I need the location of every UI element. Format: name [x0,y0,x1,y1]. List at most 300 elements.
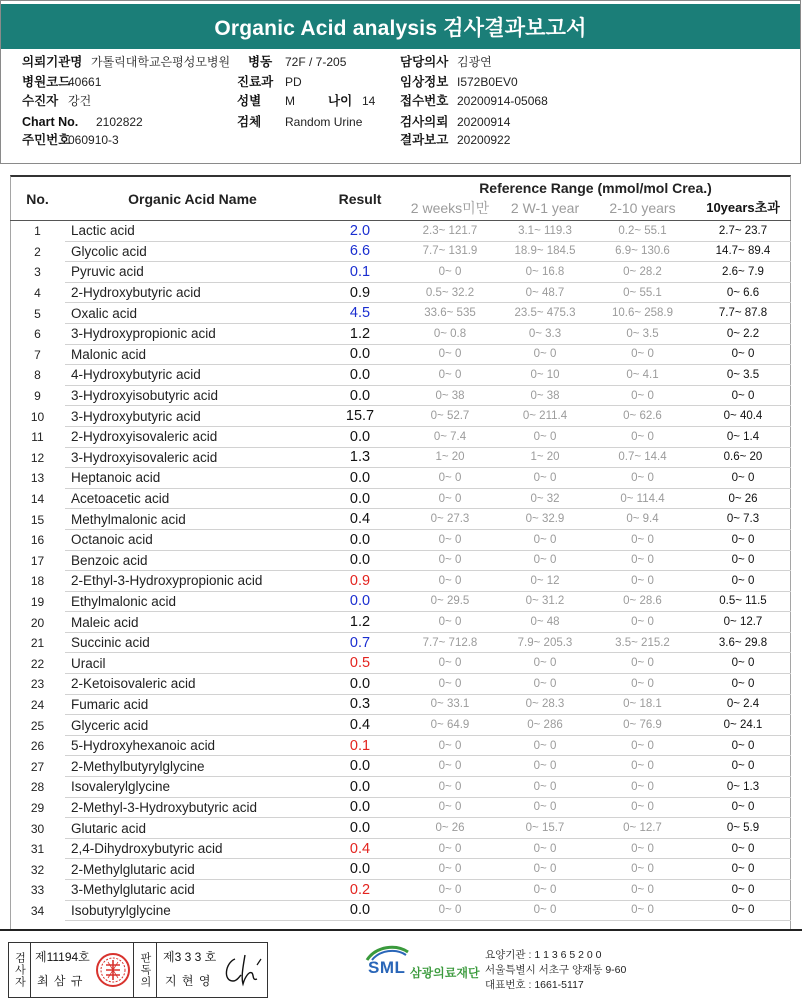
organic-acid-name: 2-Methyl-3-Hydroxybutyric acid [65,798,320,819]
result-value: 0.0 [320,468,400,489]
report-date-value: 20200922 [457,133,511,147]
row-number: 15 [30,512,45,527]
reference-range-2-10y: 3.5~ 215.2 [590,633,695,654]
table-row [10,262,791,283]
doctor-label: 담당의사 [400,55,449,69]
reference-range-over-10y: 0~ 0 [695,530,791,551]
reference-range-over-10y: 0~ 0 [695,468,791,489]
result-value: 0.0 [320,818,400,839]
reference-range-over-10y: 0~ 24.1 [695,715,791,736]
reference-range-2-weeks: 0~ 0 [400,489,500,510]
info-row-institution [0,53,800,71]
result-value: 0.1 [320,262,400,283]
patient-value: 강건 [68,94,92,108]
reference-range-2-10y: 0~ 3.5 [590,324,695,345]
result-value: 0.5 [320,653,400,674]
row-number: 12 [30,450,45,465]
organic-acid-name: 5-Hydroxyhexanoic acid [65,736,320,757]
reference-range-2-weeks: 0.5~ 32.2 [400,283,500,304]
result-value: 0.0 [320,365,400,386]
reference-range-2w-1y: 0~ 211.4 [500,406,590,427]
reference-range-over-10y: 0~ 0 [695,571,791,592]
table-row [10,674,791,695]
result-value: 0.2 [320,880,400,901]
header-range-2w-1y: 2 W-1 year [510,200,580,216]
reference-range-2-weeks: 0~ 38 [400,386,500,407]
reference-range-over-10y: 0~ 7.3 [695,509,791,530]
reference-range-over-10y: 0~ 3.5 [695,365,791,386]
reference-range-over-10y: 0~ 1.4 [695,427,791,448]
organic-acid-name: 3-Methylglutaric acid [65,880,320,901]
tester-license-no: 제11194호 [35,950,90,964]
result-value: 0.0 [320,798,400,819]
table-row [10,242,791,263]
row-number: 31 [30,842,45,857]
clinical-info-value: I572B0EV0 [457,75,518,89]
reference-range-2-weeks: 0~ 52.7 [400,406,500,427]
reference-range-2-10y: 0~ 62.6 [590,406,695,427]
organic-acid-name: 3-Hydroxybutyric acid [65,406,320,427]
reference-range-over-10y: 0~ 0 [695,345,791,366]
address-line: 서울특별시 서초구 양재동 9-60 [485,964,627,976]
reference-range-over-10y: 3.6~ 29.8 [695,633,791,654]
reference-range-2-10y: 0~ 18.1 [590,695,695,716]
row-number: 21 [30,636,45,651]
row-number: 34 [30,903,45,918]
reference-range-2-10y: 0~ 0 [590,530,695,551]
footer-divider [0,929,802,931]
reference-range-2w-1y: 0~ 31.2 [500,592,590,613]
table-row [10,880,791,901]
info-row-patient [0,92,800,110]
row-number: 24 [30,697,45,712]
row-number: 16 [30,533,45,548]
specimen-label: 검체 [237,115,262,129]
result-value: 0.9 [320,571,400,592]
result-value: 0.0 [320,674,400,695]
reference-range-2w-1y: 0~ 0 [500,859,590,880]
sex-value: M [285,94,295,108]
reference-range-2-10y: 0~ 4.1 [590,365,695,386]
reference-range-over-10y: 0~ 0 [695,551,791,572]
result-value: 0.0 [320,530,400,551]
reference-range-2-weeks: 0~ 0 [400,777,500,798]
organic-acid-name: 2-Methylglutaric acid [65,859,320,880]
reference-range-2-10y: 0~ 0 [590,756,695,777]
table-row [10,427,791,448]
organic-acid-name: 2-Hydroxyisovaleric acid [65,427,320,448]
patient-label: 수진자 [22,94,59,108]
result-value: 0.3 [320,695,400,716]
organic-acid-name: 2-Ethyl-3-Hydroxypropionic acid [65,571,320,592]
table-row [10,756,791,777]
reference-range-2w-1y: 0~ 0 [500,839,590,860]
row-number: 11 [31,430,44,445]
reference-range-2-10y: 0~ 0 [590,880,695,901]
receipt-no-value: 20200914-05068 [457,94,548,108]
reference-range-over-10y: 0~ 0 [695,653,791,674]
reference-range-2-10y: 0~ 0 [590,777,695,798]
reference-range-2-weeks: 0~ 29.5 [400,592,500,613]
reference-range-2w-1y: 0~ 10 [500,365,590,386]
header-name: Organic Acid Name [128,191,257,207]
organic-acid-name: Heptanoic acid [65,468,320,489]
reference-range-2w-1y: 0~ 0 [500,798,590,819]
reference-range-2w-1y: 0~ 0 [500,530,590,551]
reference-range-over-10y: 2.7~ 23.7 [695,221,791,242]
clinical-info-label: 임상정보 [400,75,449,89]
resident-no-value: 060910-3 [68,133,119,147]
table-row [10,633,791,654]
reference-range-2-weeks: 1~ 20 [400,448,500,469]
reference-range-over-10y: 0~ 0 [695,839,791,860]
reference-range-2-weeks: 0~ 0 [400,839,500,860]
organic-acid-name: Methylmalonic acid [65,509,320,530]
reader-label: 판독의 [133,943,157,997]
table-row [10,448,791,469]
header-reference-range: Reference Range (mmol/mol Crea.) [479,180,712,196]
reference-range-2w-1y: 23.5~ 475.3 [500,303,590,324]
reference-range-2w-1y: 0~ 0 [500,736,590,757]
table-row [10,715,791,736]
reference-range-2-weeks: 0~ 0 [400,880,500,901]
table-row [10,612,791,633]
table-row [10,551,791,572]
result-value: 0.4 [320,715,400,736]
table-row [10,571,791,592]
reference-range-over-10y: 0~ 2.2 [695,324,791,345]
reference-range-2-weeks: 0~ 0 [400,365,500,386]
reference-range-2w-1y: 0~ 48 [500,612,590,633]
info-row-hospital-code [0,73,800,91]
reference-range-2-weeks: 0~ 0.8 [400,324,500,345]
reference-range-2w-1y: 0~ 32.9 [500,509,590,530]
reference-range-2w-1y: 0~ 0 [500,427,590,448]
reference-range-over-10y: 0~ 0 [695,901,791,922]
row-number: 20 [30,615,45,630]
reference-range-over-10y: 7.7~ 87.8 [695,303,791,324]
reference-range-over-10y: 0~ 0 [695,736,791,757]
reference-range-2w-1y: 0~ 0 [500,674,590,695]
organic-acid-name: 3-Hydroxypropionic acid [65,324,320,345]
result-value: 0.4 [320,839,400,860]
reference-range-over-10y: 0~ 0 [695,756,791,777]
institution-label: 의뢰기관명 [22,55,83,69]
reference-range-2w-1y: 7.9~ 205.3 [500,633,590,654]
request-date-value: 20200914 [457,115,511,129]
table-row [10,901,791,922]
result-value: 0.0 [320,901,400,922]
result-value: 6.6 [320,242,400,263]
reference-range-2-10y: 0~ 0 [590,612,695,633]
row-number: 14 [30,492,45,507]
reference-range-2-10y: 0~ 0 [590,901,695,922]
reference-range-2-weeks: 0~ 0 [400,674,500,695]
chart-no-value: 2102822 [96,115,143,129]
reference-range-2-weeks: 0~ 0 [400,345,500,366]
reference-range-2w-1y: 18.9~ 184.5 [500,242,590,263]
result-value: 0.0 [320,777,400,798]
reference-range-2-weeks: 0~ 0 [400,653,500,674]
result-value: 0.0 [320,551,400,572]
organic-acid-name: Uracil [65,653,320,674]
reference-range-over-10y: 0.6~ 20 [695,448,791,469]
result-value: 0.0 [320,592,400,613]
info-row-chart [0,113,800,131]
result-value: 0.9 [320,283,400,304]
reference-range-2w-1y: 0~ 15.7 [500,818,590,839]
tester-label: 검사자 [9,943,31,997]
signature-icon [219,951,265,991]
row-number: 32 [30,862,45,877]
reference-range-2-weeks: 0~ 0 [400,468,500,489]
table-row [10,406,791,427]
result-value: 0.1 [320,736,400,757]
signature-box [8,942,268,998]
organic-acid-name: Isovalerylglycine [65,777,320,798]
reference-range-over-10y: 0~ 0 [695,798,791,819]
reference-range-2w-1y: 1~ 20 [500,448,590,469]
row-number: 3 [34,265,41,280]
organic-acid-name: Malonic acid [65,345,320,366]
reference-range-over-10y: 2.6~ 7.9 [695,262,791,283]
reference-range-2-10y: 0~ 55.1 [590,283,695,304]
reference-range-2w-1y: 0~ 16.8 [500,262,590,283]
reference-range-over-10y: 0~ 0 [695,859,791,880]
table-row [10,695,791,716]
reference-range-over-10y: 0~ 2.4 [695,695,791,716]
reference-range-2-weeks: 0~ 64.9 [400,715,500,736]
reference-range-2w-1y: 0~ 0 [500,756,590,777]
row-number: 8 [34,368,41,383]
result-value: 1.2 [320,612,400,633]
department-value: PD [285,75,302,89]
table-row [10,530,791,551]
reference-range-2-10y: 0~ 0 [590,571,695,592]
organic-acid-name: Glutaric acid [65,818,320,839]
result-value: 0.0 [320,756,400,777]
reference-range-2w-1y: 0~ 32 [500,489,590,510]
organic-acid-name: Glycolic acid [65,242,320,263]
header-no: No. [26,191,49,207]
reference-range-2-weeks: 0~ 0 [400,262,500,283]
organic-acid-name: Acetoacetic acid [65,489,320,510]
row-number: 6 [34,327,41,342]
reference-range-2-10y: 0~ 0 [590,798,695,819]
reference-range-over-10y: 14.7~ 89.4 [695,242,791,263]
table-row [10,324,791,345]
row-number: 28 [30,780,45,795]
reference-range-2w-1y: 0~ 0 [500,653,590,674]
row-number: 17 [30,553,45,568]
row-number: 22 [30,656,45,671]
row-number: 26 [30,739,45,754]
reference-range-2-weeks: 0~ 0 [400,798,500,819]
table-row [10,303,791,324]
reader-license-no: 제3 3 3 호 [163,950,217,964]
reference-range-2-weeks: 0~ 0 [400,756,500,777]
table-row [10,592,791,613]
table-row [10,736,791,757]
reference-range-2w-1y: 0~ 28.3 [500,695,590,716]
header-range-over-10y: 10years초과 [706,200,780,215]
reference-range-2-weeks: 33.6~ 535 [400,303,500,324]
reference-range-2-10y: 10.6~ 258.9 [590,303,695,324]
phone-line: 대표번호 : 1661-5117 [485,979,584,991]
reference-range-2-weeks: 0~ 0 [400,551,500,572]
table-row [10,386,791,407]
receipt-no-label: 접수번호 [400,94,449,108]
reference-range-2-weeks: 0~ 0 [400,530,500,551]
chart-no-label: Chart No. [22,115,79,129]
reference-range-2-10y: 0~ 0 [590,859,695,880]
reference-range-2-10y: 0~ 12.7 [590,818,695,839]
reference-range-2-10y: 0~ 0 [590,551,695,572]
reference-range-2-10y: 0~ 28.6 [590,592,695,613]
hospital-code-value: 40661 [68,75,102,89]
specimen-value: Random Urine [285,115,363,129]
reference-range-over-10y: 0~ 1.3 [695,777,791,798]
reference-range-2-10y: 0~ 114.4 [590,489,695,510]
organic-acid-name: 2-Methylbutyrylglycine [65,756,320,777]
result-value: 0.0 [320,489,400,510]
result-value: 0.4 [320,509,400,530]
organic-acid-name: Ethylmalonic acid [65,592,320,613]
organic-acid-name: Pyruvic acid [65,262,320,283]
reference-range-over-10y: 0~ 26 [695,489,791,510]
result-value: 4.5 [320,303,400,324]
row-number: 29 [30,800,45,815]
reference-range-over-10y: 0~ 0 [695,674,791,695]
organic-acid-name: Oxalic acid [65,303,320,324]
reference-range-2-10y: 0~ 76.9 [590,715,695,736]
reference-range-2-weeks: 0~ 0 [400,571,500,592]
reference-range-over-10y: 0~ 0 [695,386,791,407]
reference-range-2-10y: 0~ 0 [590,386,695,407]
reference-range-over-10y: 0.5~ 11.5 [695,592,791,613]
reference-range-2w-1y: 3.1~ 119.3 [500,221,590,242]
sex-label: 성별 [237,94,262,108]
report-date-label: 결과보고 [400,133,449,147]
organic-acid-name: 2,4-Dihydroxybutyric acid [65,839,320,860]
result-value: 0.0 [320,859,400,880]
result-value: 0.0 [320,427,400,448]
reference-range-2-weeks: 7.7~ 131.9 [400,242,500,263]
hospital-code-label: 병원코드 [22,75,71,89]
row-number: 7 [34,347,41,362]
reference-range-2-weeks: 0~ 0 [400,859,500,880]
seal-stamp-icon [95,951,131,989]
info-row-resident [0,131,800,149]
row-number: 18 [30,574,45,589]
table-row [10,345,791,366]
sml-logo [364,944,484,984]
reference-range-2-10y: 0~ 28.2 [590,262,695,283]
reference-range-2w-1y: 0~ 286 [500,715,590,736]
result-value: 0.0 [320,345,400,366]
institution-code-line: 요양기관 : 1 1 3 6 5 2 0 0 [485,949,602,961]
tester-name: 최 삼 규 [37,974,84,988]
row-number: 27 [30,759,45,774]
row-number: 1 [34,224,41,239]
table-row [10,468,791,489]
reference-range-2-10y: 0.2~ 55.1 [590,221,695,242]
brand-mark: SML [368,958,406,977]
row-number: 9 [34,389,41,404]
reference-range-2w-1y: 0~ 0 [500,468,590,489]
organic-acid-name: Fumaric acid [65,695,320,716]
organic-acid-name: 2-Hydroxybutyric acid [65,283,320,304]
organic-acid-name: 3-Hydroxyisobutyric acid [65,386,320,407]
doctor-value: 김광연 [457,55,492,69]
header-result: Result [338,191,382,207]
table-row [10,221,791,242]
row-number: 23 [30,677,45,692]
organic-acid-name: Glyceric acid [65,715,320,736]
table-row [10,489,791,510]
reference-range-2-weeks: 0~ 26 [400,818,500,839]
row-number: 33 [30,883,45,898]
reference-range-2w-1y: 0~ 0 [500,901,590,922]
table-body [10,221,791,921]
reader-name: 지 현 영 [165,974,212,988]
organic-acid-name: Isobutyrylglycine [65,901,320,922]
reference-range-2-10y: 0~ 0 [590,653,695,674]
reference-range-over-10y: 0~ 5.9 [695,818,791,839]
reference-range-over-10y: 0~ 6.6 [695,283,791,304]
row-number: 10 [30,409,45,424]
table-row [10,859,791,880]
row-number: 19 [30,594,45,609]
foundation-name: 삼광의료재단 [410,966,480,980]
reference-range-2-10y: 0~ 0 [590,468,695,489]
table-row [10,509,791,530]
organic-acid-name: 3-Hydroxyisovaleric acid [65,448,320,469]
organic-acid-name: Benzoic acid [65,551,320,572]
organic-acid-name: 4-Hydroxybutyric acid [65,365,320,386]
table-row [10,798,791,819]
result-value: 2.0 [320,221,400,242]
resident-no-label: 주민번호 [22,133,71,147]
row-number: 4 [34,286,41,301]
header-range-2-weeks: 2 weeks미만 [410,200,490,216]
reference-range-2w-1y: 0~ 0 [500,777,590,798]
reference-range-2w-1y: 0~ 3.3 [500,324,590,345]
report-title: Organic Acid analysis 검사결과보고서 [214,16,587,40]
row-number: 5 [34,306,41,321]
table-row [10,777,791,798]
organic-acid-name: Maleic acid [65,612,320,633]
table-row [10,365,791,386]
organic-acid-name: Octanoic acid [65,530,320,551]
reference-range-2-weeks: 0~ 27.3 [400,509,500,530]
result-value: 1.2 [320,324,400,345]
reference-range-2w-1y: 0~ 0 [500,345,590,366]
organic-acid-name: Lactic acid [65,221,320,242]
table-row [10,818,791,839]
reference-range-2w-1y: 0~ 0 [500,880,590,901]
request-date-label: 검사의뢰 [400,115,449,129]
reference-range-over-10y: 0~ 12.7 [695,612,791,633]
reference-range-2w-1y: 0~ 12 [500,571,590,592]
reference-range-2-10y: 0~ 0 [590,674,695,695]
organic-acid-name: Succinic acid [65,633,320,654]
row-number: 30 [30,821,45,836]
reference-range-2-weeks: 2.3~ 121.7 [400,221,500,242]
row-number: 13 [30,471,45,486]
organic-acid-name: 2-Ketoisovaleric acid [65,674,320,695]
row-number: 25 [30,718,45,733]
